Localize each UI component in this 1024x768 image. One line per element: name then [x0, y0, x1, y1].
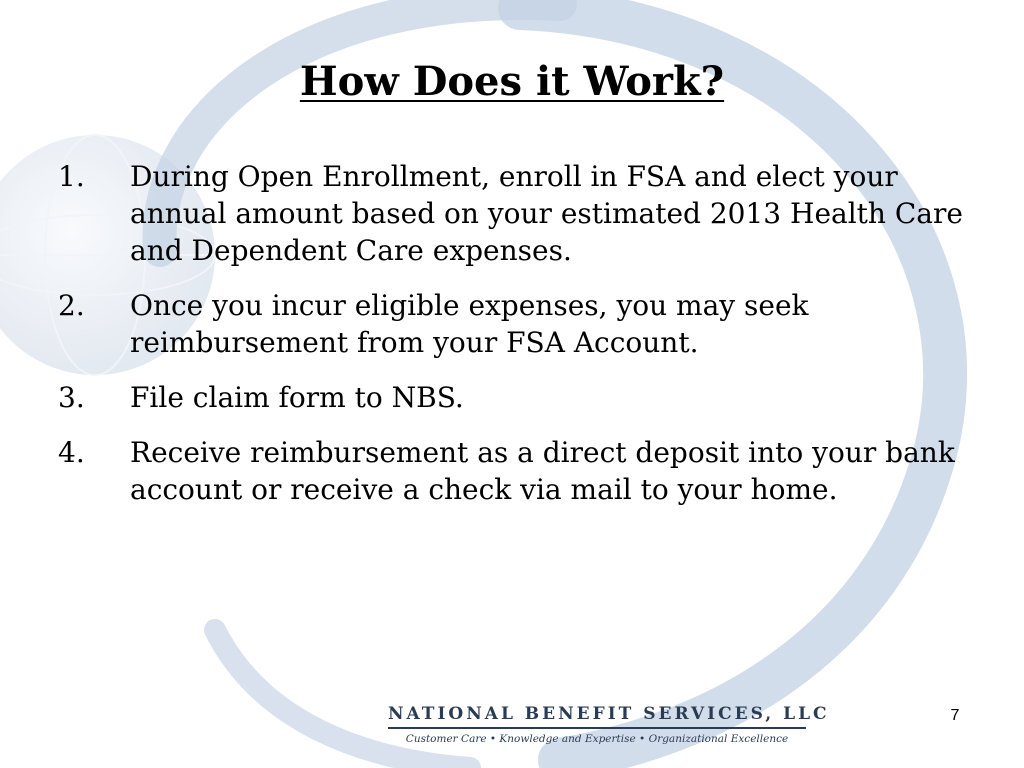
company-name: NATIONAL BENEFIT SERVICES, LLC: [388, 704, 830, 724]
slide-title: How Does it Work?: [299, 58, 725, 105]
list-item: [58, 158, 978, 269]
company-tagline: Customer Care • Knowledge and Expertise • Organizational Excellence: [405, 733, 789, 745]
step-text: During Open Enrollment, enroll in FSA and elect your annual amount based on your estimated 2013 Health Care and Dependent Care expenses.: [130, 160, 963, 267]
page-number: 7: [950, 707, 960, 724]
steps-list: [58, 158, 978, 526]
step-number: 1.: [58, 160, 85, 193]
step-number: 2.: [58, 289, 85, 322]
step-number: 4.: [58, 436, 85, 469]
step-number: 3.: [58, 381, 85, 414]
list-item: [58, 379, 978, 416]
company-logo: [388, 703, 830, 746]
list-item: [58, 434, 978, 508]
step-text: Once you incur eligible expenses, you may seek reimbursement from your FSA Account.: [130, 289, 809, 359]
step-text: Receive reimbursement as a direct deposit into your bank account or receive a check via mail to your home.: [130, 436, 955, 506]
list-item: [58, 287, 978, 361]
logo-divider: [388, 727, 806, 729]
step-text: File claim form to NBS.: [130, 381, 464, 414]
